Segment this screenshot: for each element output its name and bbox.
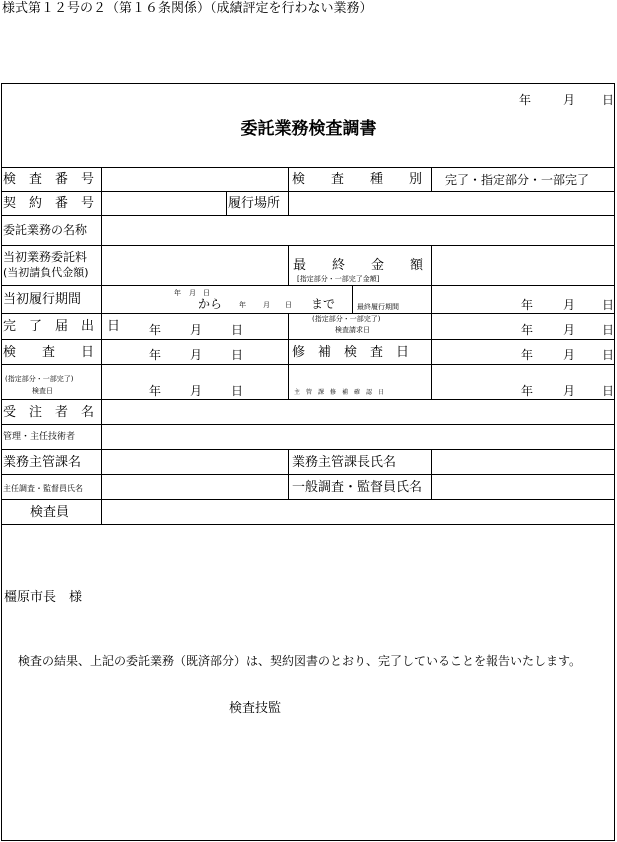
period-start-month: 月 <box>189 289 196 297</box>
form-number: 様式第１２号の２（第１６条関係）（成績評定を行わない業務） <box>2 1 373 16</box>
completion-day: 日 <box>231 323 244 337</box>
final-period-day: 日 <box>602 298 615 312</box>
label-general-inspector: 一般調査・監督員氏名 <box>292 480 423 495</box>
label-final-period: 最終履行期間 <box>357 303 399 311</box>
label-final-amount-sub: [指定部分・一部完了金額] <box>297 275 380 283</box>
signer-title: 検査技監 <box>229 701 282 716</box>
label-business-name: 委託業務の名称 <box>3 223 88 237</box>
label-supervisor-repair-check: 主 管 課 修 補 確 認 日 <box>294 389 385 396</box>
report-text: 検査の結果、上記の委託業務（既済部分）は、契約図書のとおり、完了していることを報告いたします。 <box>18 654 582 668</box>
header-date-day: 日 <box>602 93 615 107</box>
label-inspection-date: 検 査 日 <box>3 345 95 360</box>
inspection-month: 月 <box>190 348 203 362</box>
label-repair-inspection: 修 補 検 査 日 <box>292 345 410 360</box>
period-end-day: 日 <box>285 301 292 309</box>
request-day: 日 <box>602 323 615 337</box>
completion-year: 年 <box>149 323 162 337</box>
final-period-year: 年 <box>521 298 534 312</box>
header-date-year: 年 <box>519 93 532 107</box>
period-start-year: 年 <box>174 289 181 297</box>
label-initial-period: 当初履行期間 <box>3 292 82 307</box>
label-partial-inspection: (指定部分・一部完了) <box>5 375 74 383</box>
label-initial-fee-sub: (当初請負代金額) <box>3 266 89 279</box>
repair-month: 月 <box>563 348 576 362</box>
label-partial-request: (指定部分・一部完了) <box>312 315 381 323</box>
period-end-year: 年 <box>239 301 246 309</box>
label-inspector: 検査員 <box>30 505 70 520</box>
label-contractor: 受 注 者 名 <box>3 405 95 420</box>
request-month: 月 <box>563 323 576 337</box>
label-partial-inspection-sub: 検査日 <box>32 387 53 395</box>
period-until: まで <box>311 297 336 311</box>
check-month: 月 <box>563 384 576 398</box>
request-year: 年 <box>521 323 534 337</box>
check-year: 年 <box>521 384 534 398</box>
completion-month: 月 <box>190 323 203 337</box>
period-end-month: 月 <box>263 301 270 309</box>
inspection-type-value: 完了・指定部分・一部完了 <box>445 173 590 187</box>
repair-day: 日 <box>602 348 615 362</box>
inspection-day: 日 <box>231 348 244 362</box>
label-contract-number: 契 約 番 号 <box>3 196 95 211</box>
period-from: から <box>198 297 223 311</box>
period-start-day: 日 <box>203 289 210 297</box>
label-completion-notice: 完 了 届 出 日 <box>3 319 121 334</box>
label-managing-section: 業務主管課名 <box>3 455 82 470</box>
document-title: 委託業務検査調書 <box>240 119 377 139</box>
label-partial-request-sub: 検査請求日 <box>335 326 370 334</box>
label-chief-engineer: 管理・主任技術者 <box>3 432 76 442</box>
addressee: 橿原市長 様 <box>4 590 83 605</box>
header-date-month: 月 <box>563 93 576 107</box>
label-managing-section-head: 業務主管課長氏名 <box>292 455 397 470</box>
label-chief-inspector: 主任調査・監督員氏名 <box>3 484 83 493</box>
label-performance-place: 履行場所 <box>228 196 281 211</box>
label-final-amount: 最 終 金 額 <box>293 258 424 273</box>
partial-month: 月 <box>190 384 203 398</box>
inspection-year: 年 <box>149 348 162 362</box>
repair-year: 年 <box>521 348 534 362</box>
final-period-month: 月 <box>563 298 576 312</box>
partial-day: 日 <box>231 384 244 398</box>
label-initial-fee: 当初業務委託料 <box>3 250 88 264</box>
label-inspection-number: 検 査 番 号 <box>3 172 95 187</box>
partial-year: 年 <box>149 384 162 398</box>
label-inspection-type: 検 査 種 別 <box>292 172 423 187</box>
check-day: 日 <box>602 384 615 398</box>
